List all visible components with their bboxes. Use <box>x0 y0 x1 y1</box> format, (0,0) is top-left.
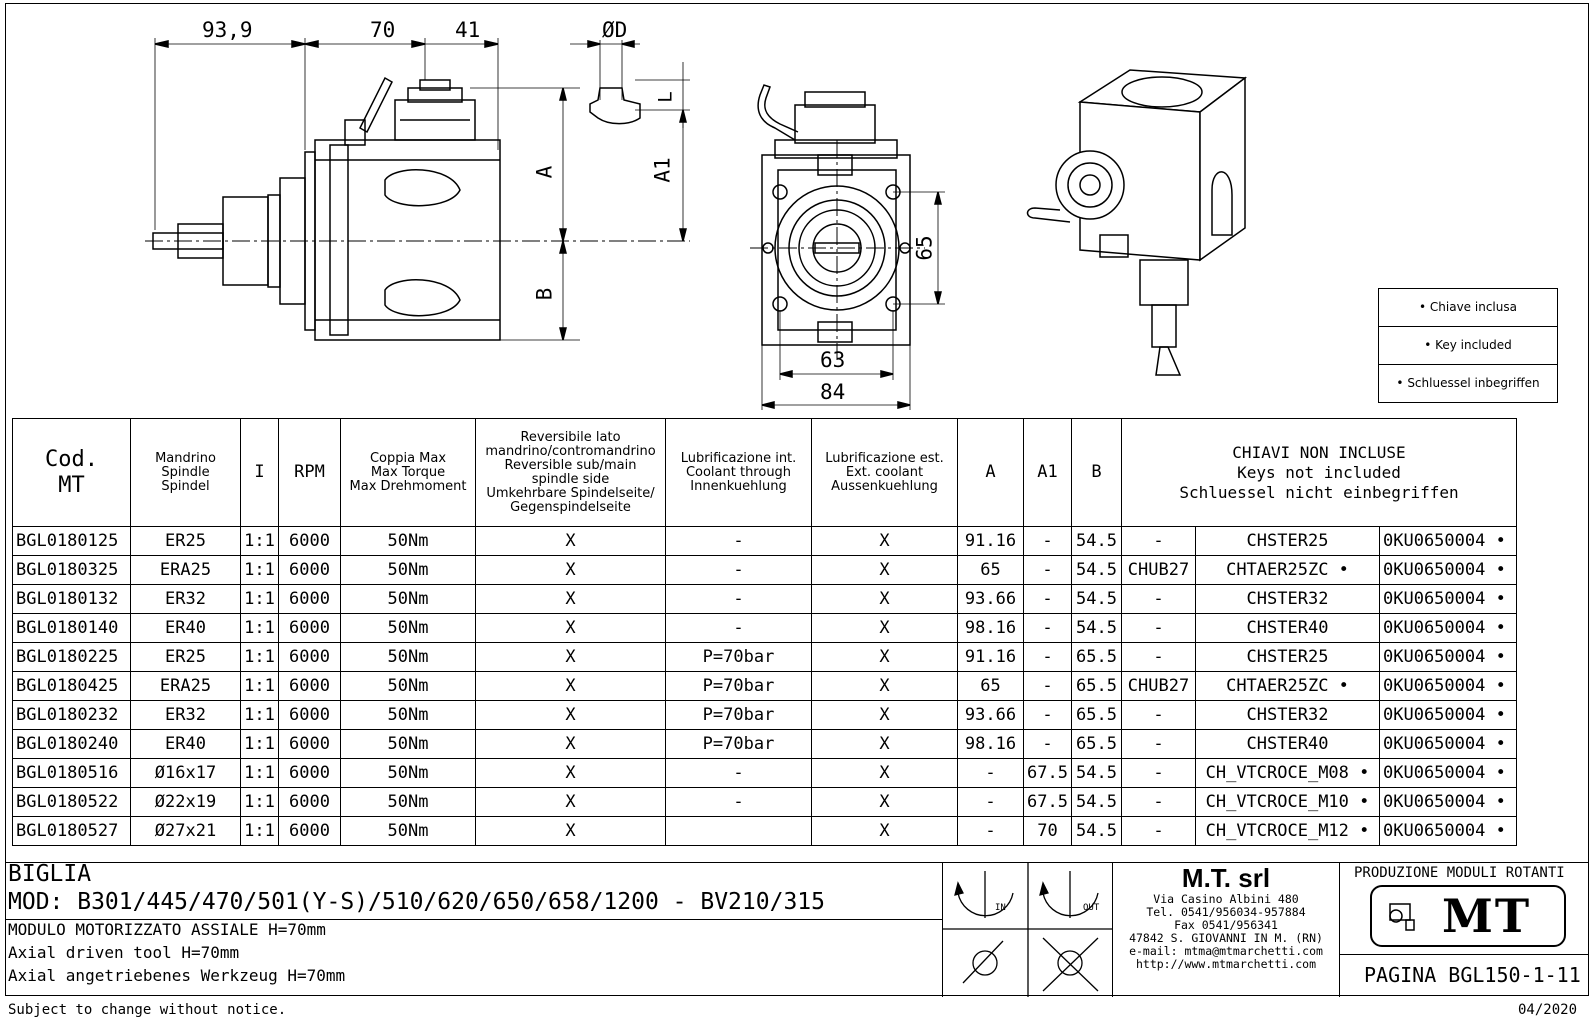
table-row <box>13 556 1517 585</box>
cell-torque: 50Nm <box>341 759 476 788</box>
cell-reversible: X <box>476 672 666 701</box>
cell-key-1: - <box>1122 817 1196 846</box>
cell-coolant-int: - <box>666 556 812 585</box>
cell-coolant-ext: X <box>812 556 958 585</box>
table-row <box>13 788 1517 817</box>
cell-reversible: X <box>476 788 666 817</box>
cell-key-1: - <box>1122 614 1196 643</box>
col-cod: Cod. MT <box>13 419 131 527</box>
col-ratio: I <box>241 419 279 527</box>
cell-cod: BGL0180140 <box>13 614 131 643</box>
cell-reversible: X <box>476 585 666 614</box>
revision-date: 04/2020 <box>1518 1002 1578 1018</box>
cell-a: 93.66 <box>958 701 1024 730</box>
cell-b: 54.5 <box>1072 585 1122 614</box>
dim-93-9: 93,9 <box>202 18 253 42</box>
cell-torque: 50Nm <box>341 556 476 585</box>
cell-coolant-int: P=70bar <box>666 672 812 701</box>
dim-63: 63 <box>820 348 846 372</box>
cell-ratio: 1:1 <box>241 643 279 672</box>
cell-key-2: CHSTER40 <box>1196 730 1380 759</box>
cell-key-3: 0KU0650004 • <box>1380 614 1517 643</box>
cell-rpm: 6000 <box>279 556 341 585</box>
logo-text: MT <box>1442 889 1532 943</box>
cell-key-1: - <box>1122 788 1196 817</box>
page-number: PAGINA BGL150-1-11 <box>1364 963 1581 987</box>
cell-coolant-ext: X <box>812 817 958 846</box>
cell-rpm: 6000 <box>279 614 341 643</box>
cell-coolant-int: P=70bar <box>666 643 812 672</box>
cell-coolant-int: - <box>666 788 812 817</box>
table-row <box>13 817 1517 846</box>
table-row <box>13 614 1517 643</box>
cell-cod: BGL0180522 <box>13 788 131 817</box>
cell-b: 65.5 <box>1072 701 1122 730</box>
legend-item-de: • Schluessel inbegriffen <box>1396 376 1540 390</box>
cell-spindle: ER32 <box>131 701 241 730</box>
desc-german: Axial angetriebenes Werkzeug H=70mm <box>8 966 346 985</box>
side-view <box>145 38 690 340</box>
cell-coolant-int <box>666 817 812 846</box>
cell-coolant-int: - <box>666 614 812 643</box>
cell-key-3: 0KU0650004 • <box>1380 672 1517 701</box>
cell-a1: 67.5 <box>1024 788 1072 817</box>
cell-a: 65 <box>958 556 1024 585</box>
cell-key-2: CHSTER32 <box>1196 585 1380 614</box>
cell-spindle: Ø16x17 <box>131 759 241 788</box>
cell-a1: - <box>1024 730 1072 759</box>
cell-key-3: 0KU0650004 • <box>1380 643 1517 672</box>
cell-key-3: 0KU0650004 • <box>1380 817 1517 846</box>
brand-title: BIGLIA <box>8 861 92 887</box>
cell-key-1: - <box>1122 730 1196 759</box>
divider <box>1340 954 1589 955</box>
cell-rpm: 6000 <box>279 701 341 730</box>
company-phone: Tel. 0541/956034-957884 <box>1146 905 1306 919</box>
table-row <box>13 701 1517 730</box>
cell-rpm: 6000 <box>279 527 341 556</box>
cell-ratio: 1:1 <box>241 817 279 846</box>
company-block <box>1113 863 1340 997</box>
disclaimer: Subject to change without notice. <box>8 1002 287 1018</box>
cell-ratio: 1:1 <box>241 614 279 643</box>
cell-coolant-ext: X <box>812 527 958 556</box>
cell-b: 54.5 <box>1072 817 1122 846</box>
col-a1: A1 <box>1024 419 1072 527</box>
cell-ratio: 1:1 <box>241 759 279 788</box>
cell-ratio: 1:1 <box>241 788 279 817</box>
cell-coolant-ext: X <box>812 759 958 788</box>
cell-key-3: 0KU0650004 • <box>1380 788 1517 817</box>
col-coolant-int: Lubrificazione int. Coolant through Innenkuehlung <box>666 419 812 527</box>
cell-torque: 50Nm <box>341 672 476 701</box>
tool-logo-icon <box>1382 896 1422 936</box>
cell-reversible: X <box>476 759 666 788</box>
cell-b: 54.5 <box>1072 759 1122 788</box>
cell-a1: - <box>1024 527 1072 556</box>
cell-coolant-ext: X <box>812 643 958 672</box>
dim-70: 70 <box>370 18 396 42</box>
cell-rpm: 6000 <box>279 730 341 759</box>
col-rpm: RPM <box>279 419 341 527</box>
cell-cod: BGL0180527 <box>13 817 131 846</box>
cell-ratio: 1:1 <box>241 585 279 614</box>
title-block <box>5 862 1589 997</box>
cell-torque: 50Nm <box>341 788 476 817</box>
cell-torque: 50Nm <box>341 817 476 846</box>
technical-drawing <box>0 0 1595 420</box>
cell-a: 65 <box>958 672 1024 701</box>
cell-key-2: CH_VTCROCE_M08 • <box>1196 759 1380 788</box>
cell-key-1: CHUB27 <box>1122 556 1196 585</box>
desc-english: Axial driven tool H=70mm <box>8 943 240 962</box>
legend-item-en: • Key included <box>1379 327 1557 365</box>
dim-41: 41 <box>455 18 481 42</box>
col-torque: Coppia Max Max Torque Max Drehmoment <box>341 419 476 527</box>
cell-reversible: X <box>476 527 666 556</box>
col-coolant-ext: Lubrificazione est. Ext. coolant Aussenkuehlung <box>812 419 958 527</box>
cell-cod: BGL0180425 <box>13 672 131 701</box>
cell-key-2: CH_VTCROCE_M12 • <box>1196 817 1380 846</box>
cell-spindle: Ø22x19 <box>131 788 241 817</box>
cell-ratio: 1:1 <box>241 730 279 759</box>
cell-torque: 50Nm <box>341 614 476 643</box>
cell-cod: BGL0180516 <box>13 759 131 788</box>
cell-spindle: ER40 <box>131 614 241 643</box>
company-name: M.T. srl <box>1181 863 1271 893</box>
cell-key-3: 0KU0650004 • <box>1380 759 1517 788</box>
cell-cod: BGL0180232 <box>13 701 131 730</box>
cell-key-1: - <box>1122 585 1196 614</box>
production-label: PRODUZIONE MODULI ROTANTI <box>1354 865 1565 881</box>
cell-cod: BGL0180125 <box>13 527 131 556</box>
cell-ratio: 1:1 <box>241 701 279 730</box>
table-row <box>13 730 1517 759</box>
table-row <box>13 643 1517 672</box>
cell-spindle: ER25 <box>131 643 241 672</box>
cell-key-2: CHSTER25 <box>1196 527 1380 556</box>
cell-key-3: 0KU0650004 • <box>1380 527 1517 556</box>
cell-spindle: ER40 <box>131 730 241 759</box>
desc-italian: MODULO MOTORIZZATO ASSIALE H=70mm <box>8 920 326 939</box>
col-b: B <box>1072 419 1122 527</box>
cell-key-1: - <box>1122 643 1196 672</box>
cell-ratio: 1:1 <box>241 556 279 585</box>
rotation-in-label: IN <box>995 903 1006 913</box>
cell-a: 91.16 <box>958 643 1024 672</box>
table-row <box>13 527 1517 556</box>
cell-coolant-int: P=70bar <box>666 701 812 730</box>
cell-coolant-ext: X <box>812 614 958 643</box>
dim-l: L <box>654 91 677 103</box>
cell-coolant-ext: X <box>812 672 958 701</box>
cell-cod: BGL0180325 <box>13 556 131 585</box>
cell-ratio: 1:1 <box>241 527 279 556</box>
cell-ratio: 1:1 <box>241 672 279 701</box>
key-legend <box>1378 288 1558 403</box>
rotation-out-label: OUT <box>1083 903 1100 913</box>
cell-spindle: ERA25 <box>131 672 241 701</box>
cell-a: 91.16 <box>958 527 1024 556</box>
cell-coolant-ext: X <box>812 585 958 614</box>
table-row <box>13 672 1517 701</box>
cell-key-2: CHSTER25 <box>1196 643 1380 672</box>
dim-b: B <box>532 287 557 301</box>
cell-reversible: X <box>476 556 666 585</box>
cell-rpm: 6000 <box>279 788 341 817</box>
table-header-row <box>13 419 1517 527</box>
rotation-diagram <box>943 863 1113 997</box>
table-body <box>13 527 1517 846</box>
cell-torque: 50Nm <box>341 701 476 730</box>
cell-rpm: 6000 <box>279 585 341 614</box>
spec-table <box>12 418 1517 846</box>
cell-a: - <box>958 788 1024 817</box>
cell-spindle: ER25 <box>131 527 241 556</box>
table-row <box>13 759 1517 788</box>
cell-a1: 67.5 <box>1024 759 1072 788</box>
cell-b: 65.5 <box>1072 672 1122 701</box>
cell-reversible: X <box>476 730 666 759</box>
cell-cod: BGL0180240 <box>13 730 131 759</box>
company-fax: Fax 0541/956341 <box>1174 918 1278 932</box>
cell-a1: - <box>1024 585 1072 614</box>
cell-a: 98.16 <box>958 730 1024 759</box>
table-row <box>13 585 1517 614</box>
cell-key-1: - <box>1122 759 1196 788</box>
cell-key-2: CHSTER32 <box>1196 701 1380 730</box>
cell-rpm: 6000 <box>279 643 341 672</box>
cell-a: 93.66 <box>958 585 1024 614</box>
cell-key-1: CHUB27 <box>1122 672 1196 701</box>
cell-a1: - <box>1024 614 1072 643</box>
cell-rpm: 6000 <box>279 817 341 846</box>
cell-key-1: - <box>1122 701 1196 730</box>
col-keys: CHIAVI NON INCLUSE Keys not included Schluessel nicht einbegriffen <box>1122 419 1517 527</box>
company-address-1: Via Casino Albini 480 <box>1153 892 1299 906</box>
col-spindle: Mandrino Spindle Spindel <box>131 419 241 527</box>
model-list: MOD: B301/445/470/501(Y-S)/510/620/650/658/1200 - BV210/315 <box>8 889 825 915</box>
model-block <box>5 863 943 997</box>
cell-reversible: X <box>476 643 666 672</box>
cell-rpm: 6000 <box>279 672 341 701</box>
dim-a1: A1 <box>650 157 675 183</box>
cell-a1: - <box>1024 672 1072 701</box>
legend-item-it: • Chiave inclusa <box>1379 289 1557 327</box>
cell-reversible: X <box>476 614 666 643</box>
cell-torque: 50Nm <box>341 585 476 614</box>
cell-a1: - <box>1024 556 1072 585</box>
cell-rpm: 6000 <box>279 759 341 788</box>
cell-key-3: 0KU0650004 • <box>1380 585 1517 614</box>
cell-a: - <box>958 759 1024 788</box>
cell-key-1: - <box>1122 527 1196 556</box>
company-city: 47842 S. GIOVANNI IN M. (RN) <box>1129 931 1323 945</box>
cell-coolant-ext: X <box>812 701 958 730</box>
col-reversible: Reversibile lato mandrino/contromandrino Reversible sub/main spindle side Umkehrbare Spindelseite/ Gegenspindelseite <box>476 419 666 527</box>
cell-key-2: CHTAER25ZC • <box>1196 672 1380 701</box>
cell-coolant-int: P=70bar <box>666 730 812 759</box>
cell-key-3: 0KU0650004 • <box>1380 730 1517 759</box>
isometric-view <box>1028 70 1246 375</box>
dim-a: A <box>532 165 557 179</box>
cell-a1: 70 <box>1024 817 1072 846</box>
company-website: http://www.mtmarchetti.com <box>1135 957 1316 971</box>
cell-b: 65.5 <box>1072 730 1122 759</box>
dim-65: 65 <box>912 235 937 261</box>
cell-torque: 50Nm <box>341 730 476 759</box>
cell-coolant-ext: X <box>812 730 958 759</box>
cell-b: 54.5 <box>1072 527 1122 556</box>
cell-b: 54.5 <box>1072 788 1122 817</box>
cell-torque: 50Nm <box>341 527 476 556</box>
cell-coolant-int: - <box>666 585 812 614</box>
cell-spindle: Ø27x21 <box>131 817 241 846</box>
cell-a1: - <box>1024 643 1072 672</box>
cell-coolant-int: - <box>666 759 812 788</box>
cell-b: 54.5 <box>1072 556 1122 585</box>
cell-key-2: CHTAER25ZC • <box>1196 556 1380 585</box>
cell-reversible: X <box>476 701 666 730</box>
cell-a: 98.16 <box>958 614 1024 643</box>
page-block <box>1340 863 1589 997</box>
cell-a1: - <box>1024 701 1072 730</box>
company-email: e-mail: mtma@mtmarchetti.com <box>1129 944 1323 958</box>
cell-b: 54.5 <box>1072 614 1122 643</box>
cell-torque: 50Nm <box>341 643 476 672</box>
cell-spindle: ER32 <box>131 585 241 614</box>
cell-key-3: 0KU0650004 • <box>1380 701 1517 730</box>
dim-84: 84 <box>820 380 846 404</box>
cell-coolant-ext: X <box>812 788 958 817</box>
cell-key-2: CHSTER40 <box>1196 614 1380 643</box>
cell-spindle: ERA25 <box>131 556 241 585</box>
mt-logo <box>1370 885 1566 947</box>
cell-reversible: X <box>476 817 666 846</box>
cell-coolant-int: - <box>666 527 812 556</box>
cell-cod: BGL0180132 <box>13 585 131 614</box>
cell-key-2: CH_VTCROCE_M10 • <box>1196 788 1380 817</box>
rotation-block <box>943 863 1113 997</box>
cell-key-3: 0KU0650004 • <box>1380 556 1517 585</box>
cell-a: - <box>958 817 1024 846</box>
cell-cod: BGL0180225 <box>13 643 131 672</box>
dim-d: ØD <box>602 18 628 42</box>
cell-b: 65.5 <box>1072 643 1122 672</box>
col-a: A <box>958 419 1024 527</box>
